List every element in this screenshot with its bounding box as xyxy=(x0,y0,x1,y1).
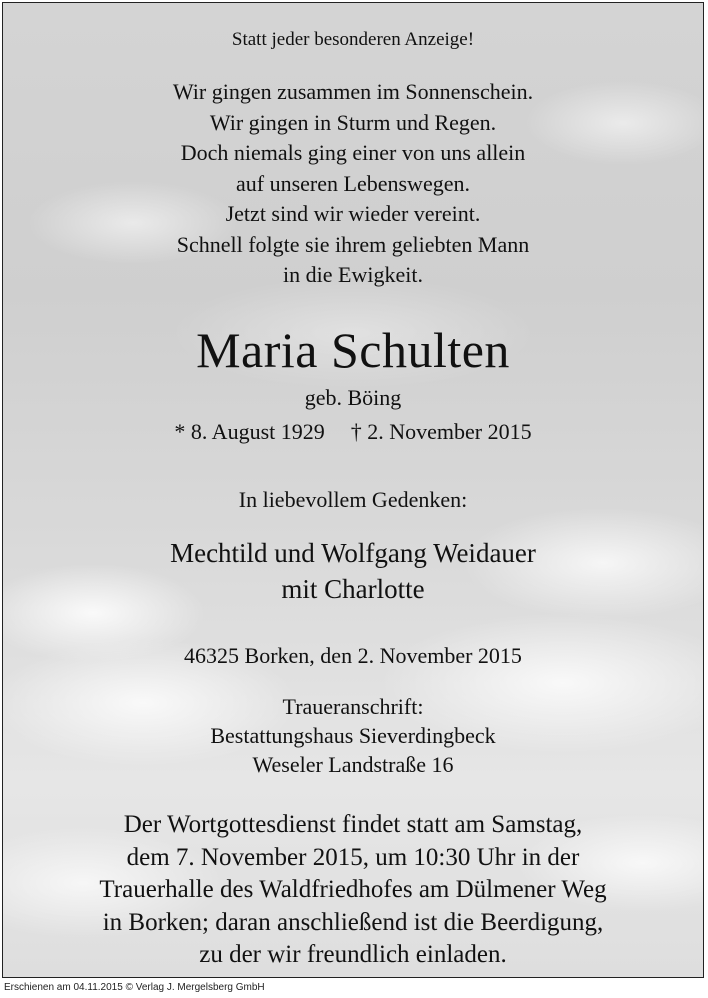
family-line: Mechtild und Wolfgang Weidauer xyxy=(170,538,536,568)
service-line: zu der wir freundlich einladen. xyxy=(199,941,507,968)
poem-line: auf unseren Lebenswegen. xyxy=(236,170,470,196)
address-line: Bestattungshaus Sieverdingbeck xyxy=(210,723,496,748)
poem-line: Doch niemals ging einer von uns allein xyxy=(180,140,526,165)
address-line: Weseler Landstraße 16 xyxy=(252,752,454,777)
deceased-name: Maria Schulten xyxy=(196,322,510,378)
family-names xyxy=(3,535,703,607)
notice-header: Statt jeder besonderen Anzeige! xyxy=(231,29,475,50)
service-line: in Borken; daran anschließend ist die Beerdigung, xyxy=(102,908,604,936)
death-date: † 2. November 2015 xyxy=(350,419,532,444)
service-line: Der Wortgottesdienst findet statt am Samstag, xyxy=(123,811,583,838)
mourning-address xyxy=(3,692,703,779)
poem-line: Schnell folgte sie ihrem geliebten Mann xyxy=(176,231,530,257)
family-line: mit Charlotte xyxy=(281,574,425,604)
obituary-notice xyxy=(2,2,704,978)
life-dates xyxy=(3,419,703,445)
maiden-name: geb. Böing xyxy=(304,385,402,410)
service-line: dem 7. November 2015, um 10:30 Uhr in der xyxy=(126,843,580,871)
service-line: Trauerhalle des Waldfriedhofes am Dülmener Weg xyxy=(99,876,607,903)
poem-line: Jetzt sind wir wieder vereint. xyxy=(225,201,481,226)
poem-line: Wir gingen in Sturm und Regen. xyxy=(209,109,497,135)
birth-date: * 8. August 1929 xyxy=(174,419,325,444)
publication-footer: Erschienen am 04.11.2015 © Verlag J. Mergelsberg GmbH xyxy=(4,982,265,993)
poem-line: Wir gingen zusammen im Sonnenschein. xyxy=(172,79,534,104)
poem-line: in die Ewigkeit. xyxy=(283,262,423,287)
place-date: 46325 Borken, den 2. November 2015 xyxy=(184,643,522,668)
poem xyxy=(3,77,703,291)
service-details xyxy=(3,809,703,972)
memorial-line: In liebevollem Gedenken: xyxy=(238,487,468,512)
address-label: Traueranschrift: xyxy=(282,694,424,719)
